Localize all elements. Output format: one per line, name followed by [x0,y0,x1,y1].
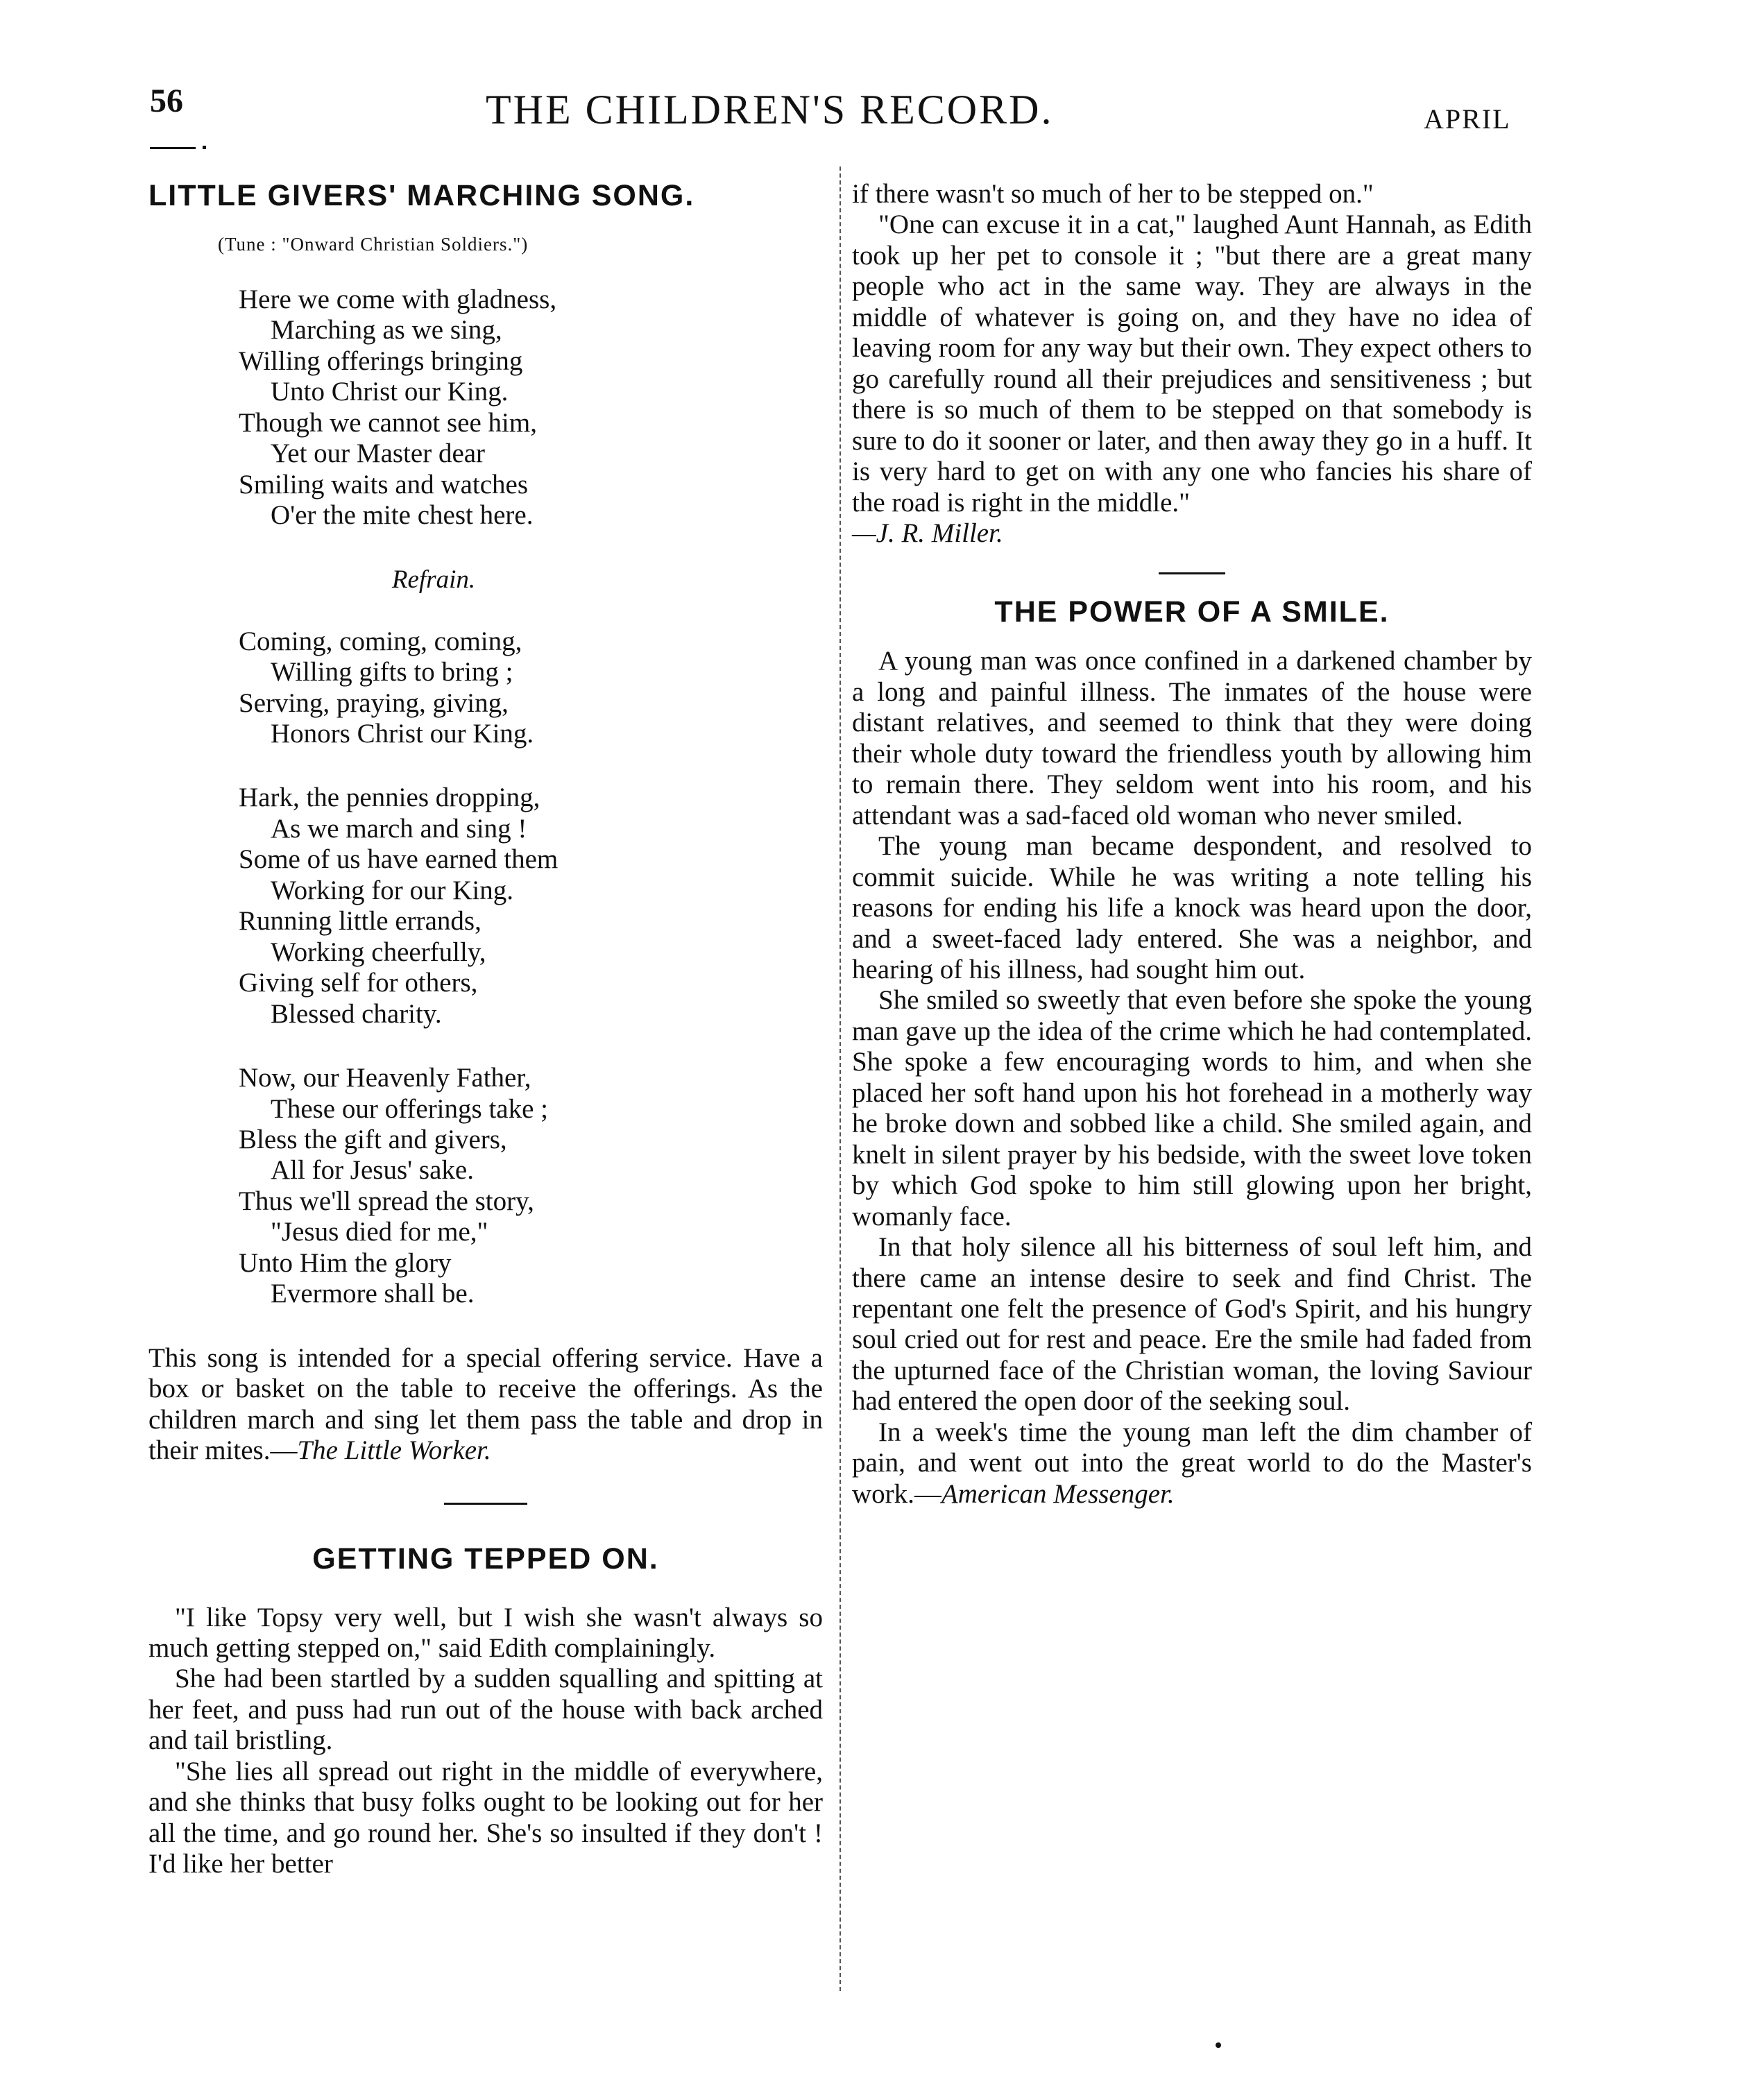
verse-line: Unto Christ our King. [271,377,509,407]
verse-line: Willing offerings bringing [239,345,523,376]
article-source: American Messenger. [941,1478,1175,1509]
section-separator [1159,572,1225,574]
footer-ink-dot [1216,2042,1221,2048]
song-stanza-3 [239,1063,823,1310]
song-usage-text: This song is intended for a special offering service. Have a box or basket on the table to receive the offerings. As the children march and sing let them pass the table and drop in their mites.— [148,1342,823,1466]
verse-line: Honors Christ our King. [271,718,534,749]
verse-line: All for Jesus' sake. [271,1155,474,1186]
song-stanza-1 [239,284,823,531]
article-title-power-of-a-smile: THE POWER OF A SMILE. [994,595,1390,629]
page-number: 56 [150,83,183,119]
verse-line: Now, our Heavenly Father, [239,1063,531,1093]
paragraph: In that holy silence all his bitterness of soul left him, and there came an intense desire to seek and find Christ. The repentant one felt the presence of God's Spirit, and his hungry soul cried out for rest and peace. Ere the smile had faded from the upturned face of the Christian woman, the loving Saviour had entered the open door of the seeking soul. [852,1232,1532,1417]
verse-line: Working cheerfully, [271,937,486,967]
refrain-label: Refrain. [391,565,476,594]
issue-month: APRIL [1424,103,1511,135]
song-stanza-2 [239,783,823,1030]
paragraph: The young man became despondent, and resolved to commit suicide. While he was writing a note telling his reasons for ending his life a knock was heard upon the door, and a sweet-faced lady entered. She was a neighbor, and hearing of his illness, had sought him out. [852,831,1532,984]
song-source: The Little Worker. [297,1435,491,1466]
article-title-getting-stepped-on: GETTING TEPPED ON. [312,1542,659,1576]
verse-line: Evermore shall be. [271,1279,475,1309]
column-divider [840,167,841,1991]
header-rule-dot [203,146,206,149]
verse-line: Blessed charity. [271,998,442,1029]
verse-line: "Jesus died for me," [271,1217,488,1247]
verse-line: Working for our King. [271,875,513,905]
verse-line: Hark, the pennies dropping, [239,783,540,813]
verse-line: Willing gifts to bring ; [271,657,513,688]
verse-line: Thus we'll spread the story, [239,1186,534,1216]
verse-line: Serving, praying, giving, [239,688,509,718]
verse-line: Giving self for others, [239,968,478,998]
verse-line: Though we cannot see him, [239,407,537,438]
verse-line: Running little errands, [239,906,482,937]
right-column [852,179,1532,1510]
paragraph: She had been startled by a sudden squalling and spitting at her feet, and puss had run out of the house with back arched and tail bristling. [148,1664,823,1756]
paragraph: A young man was once confined in a darkened chamber by a long and painful illness. The inmates of the house were distant relatives, and seemed to think that they were doing their whole duty toward the friendless youth by allowing him to remain there. They seldom went into his room, and his attendant was a sad-faced old woman who never smiled. [852,646,1532,830]
verse-line: Some of us have earned them [239,844,559,875]
song-refrain [239,626,823,750]
paragraph-final [852,1417,1532,1510]
paragraph: "I like Topsy very well, but I wish she wasn't always so much getting stepped on," said Edith complainingly. [148,1602,823,1663]
verse-line: Bless the gift and givers, [239,1124,507,1154]
verse-line: O'er the mite chest here. [271,500,534,531]
verse-line: Yet our Master dear [271,438,486,469]
verse-line: Here we come with gladness, [239,284,557,314]
left-column [148,179,823,1880]
paragraph: "She lies all spread out right in the middle of everywhere, and she thinks that busy folks ought to be looking out for her all the time, and go round her. She's so insulted if they don't ! I'd like her better [148,1756,823,1879]
paragraph-final-text: In a week's time the young man left the dim chamber of pain, and went out into the great world to do the Master's work.— [852,1417,1532,1509]
verse-line: As we march and sing ! [271,813,527,844]
header-rule [150,147,196,149]
publication-title: THE CHILDREN'S RECORD. [486,87,1054,133]
song-title: LITTLE GIVERS' MARCHING SONG. [148,179,695,212]
section-separator [444,1503,527,1505]
verse-line: Coming, coming, coming, [239,626,522,656]
paragraph: "One can excuse it in a cat," laughed Aunt Hannah, as Edith took up her pet to console it ; "but there are a great many people who act in the same way. They are always in the middle of whatever is going on, and they have no idea of leaving room for any way but their own. They expect others to go carefully round all their prejudices and sensitiveness ; but there is so much of them to be stepped on that somebody is sure to do it sooner or later, and then away they go in a huff. It is very hard to get on with any one who fancies his share of the road is right in the middle." [852,210,1532,518]
verse-line: Unto Him the glory [239,1247,452,1278]
tune-note: (Tune : "Onward Christian Soldiers.") [218,234,529,255]
paragraph: She smiled so sweetly that even before she spoke the young man gave up the idea of the crime which he had contemplated. She spoke a few encouraging words to him, and when she placed her soft hand upon his hot forehead in a motherly way he broke down and sobbed like a child. She smiled again, and knelt in silent prayer by his bedside, with the sweet love token by which God spoke to him still glowing upon her bright, womanly face. [852,985,1532,1231]
verse-line: Smiling waits and watches [239,469,529,500]
verse-line: These our offerings take ; [271,1093,548,1124]
paragraph-continuation: if there wasn't so much of her to be stepped on." [852,179,1374,209]
verse-line: Marching as we sing, [271,315,502,345]
song-usage-note [148,1343,823,1467]
article-author: —J. R. Miller. [852,518,1003,548]
